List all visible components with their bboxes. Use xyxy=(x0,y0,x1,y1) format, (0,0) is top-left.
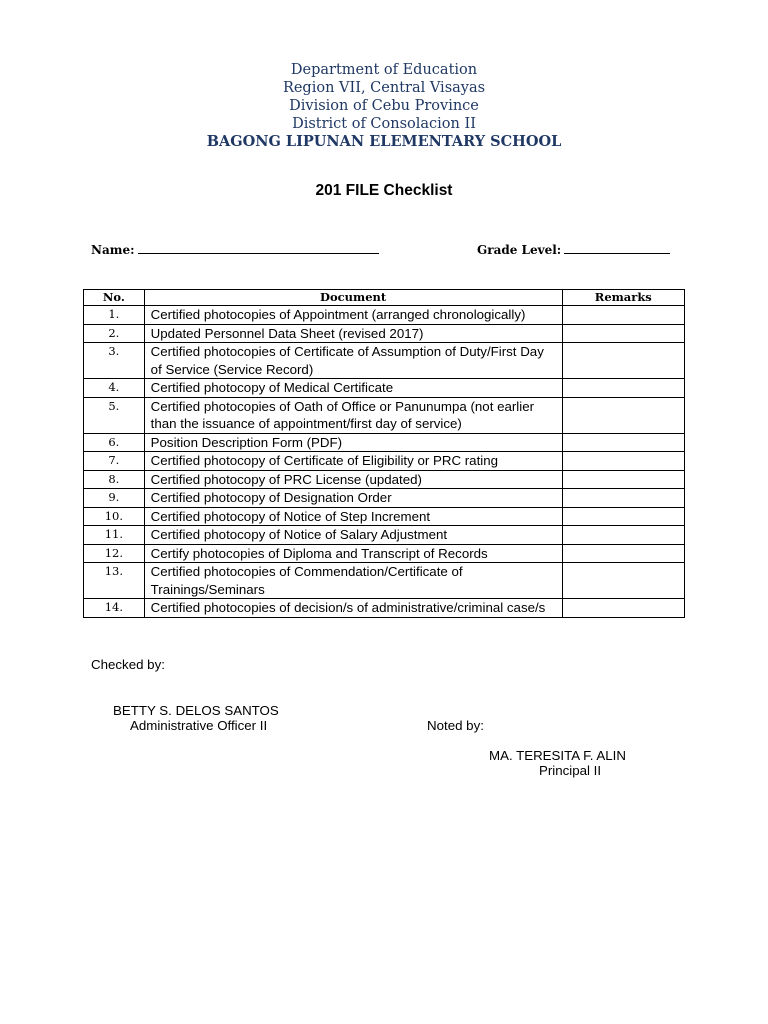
region-line: Region VII, Central Visayas xyxy=(282,80,486,96)
row-number: 6. xyxy=(84,433,145,452)
row-remarks-cell xyxy=(562,324,684,343)
row-document: Certify photocopies of Diploma and Transcript of Records xyxy=(144,544,562,563)
row-remarks-cell xyxy=(562,433,684,452)
grade-level-label: Grade Level: xyxy=(477,243,562,257)
row-document: Certified photocopy of Medical Certificate xyxy=(144,379,562,398)
table-row xyxy=(84,544,685,563)
page-title: 201 FILE Checklist xyxy=(315,182,453,199)
row-document: Position Description Form (PDF) xyxy=(144,433,562,452)
row-document: Certified photocopy of Notice of Salary Adjustment xyxy=(144,526,562,545)
table-row xyxy=(84,343,685,379)
row-number: 9. xyxy=(84,489,145,508)
row-document: Certified photocopy of Notice of Step Increment xyxy=(144,507,562,526)
row-document: Certified photocopies of Oath of Office or Panunumpa (not earlier than the issuance of appointment/first day of service) xyxy=(144,397,562,433)
document-header xyxy=(0,61,768,151)
header-document: Document xyxy=(144,290,562,306)
school-name: BAGONG LIPUNAN ELEMENTARY SCHOOL xyxy=(206,133,562,150)
table-row xyxy=(84,599,685,618)
division-line: Division of Cebu Province xyxy=(289,98,479,114)
row-number: 8. xyxy=(84,470,145,489)
name-label: Name: xyxy=(91,243,135,257)
checklist-table xyxy=(83,289,685,618)
table-row xyxy=(84,507,685,526)
row-document: Certified photocopies of Certificate of Assumption of Duty/First Day of Service (Service Record) xyxy=(144,343,562,379)
row-document: Certified photocopy of PRC License (updated) xyxy=(144,470,562,489)
name-field xyxy=(91,243,379,257)
table-row xyxy=(84,433,685,452)
row-number: 13. xyxy=(84,563,145,599)
row-number: 3. xyxy=(84,343,145,379)
table-row xyxy=(84,563,685,599)
checked-by-label: Checked by: xyxy=(91,657,165,672)
table-row xyxy=(84,306,685,325)
row-remarks-cell xyxy=(562,599,684,618)
row-document: Certified photocopies of Appointment (arranged chronologically) xyxy=(144,306,562,325)
row-document: Certified photocopy of Certificate of Eligibility or PRC rating xyxy=(144,452,562,471)
table-row xyxy=(84,526,685,545)
row-remarks-cell xyxy=(562,452,684,471)
row-document: Certified photocopies of Commendation/Certificate of Trainings/Seminars xyxy=(144,563,562,599)
district-line: District of Consolacion II xyxy=(292,116,476,132)
checker-name: BETTY S. DELOS SANTOS xyxy=(113,703,279,718)
noted-by-label: Noted by: xyxy=(427,718,484,733)
row-remarks-cell xyxy=(562,397,684,433)
table-header-row xyxy=(84,290,685,306)
grade-level-blank-line xyxy=(564,243,670,254)
row-document: Certified photocopy of Designation Order xyxy=(144,489,562,508)
row-remarks-cell xyxy=(562,379,684,398)
noter-title: Principal II xyxy=(539,763,602,778)
row-number: 7. xyxy=(84,452,145,471)
row-number: 12. xyxy=(84,544,145,563)
row-number: 1. xyxy=(84,306,145,325)
row-number: 11. xyxy=(84,526,145,545)
table-row xyxy=(84,470,685,489)
row-document: Certified photocopies of decision/s of administrative/criminal case/s xyxy=(144,599,562,618)
row-number: 4. xyxy=(84,379,145,398)
header-no: No. xyxy=(84,290,145,306)
noter-name: MA. TERESITA F. ALIN xyxy=(489,748,626,763)
department-line: Department of Education xyxy=(290,62,478,78)
row-number: 2. xyxy=(84,324,145,343)
table-row xyxy=(84,489,685,508)
table-row xyxy=(84,397,685,433)
row-remarks-cell xyxy=(562,343,684,379)
row-remarks-cell xyxy=(562,507,684,526)
row-remarks-cell xyxy=(562,470,684,489)
row-number: 5. xyxy=(84,397,145,433)
grade-level-field xyxy=(477,243,670,257)
header-remarks: Remarks xyxy=(562,290,684,306)
table-row xyxy=(84,324,685,343)
table-row xyxy=(84,452,685,471)
row-document: Updated Personnel Data Sheet (revised 2017) xyxy=(144,324,562,343)
row-remarks-cell xyxy=(562,526,684,545)
checker-title: Administrative Officer II xyxy=(130,718,268,733)
row-remarks-cell xyxy=(562,563,684,599)
row-remarks-cell xyxy=(562,489,684,508)
table-row xyxy=(84,379,685,398)
row-number: 10. xyxy=(84,507,145,526)
row-remarks-cell xyxy=(562,306,684,325)
name-blank-line xyxy=(138,243,379,254)
row-remarks-cell xyxy=(562,544,684,563)
row-number: 14. xyxy=(84,599,145,618)
